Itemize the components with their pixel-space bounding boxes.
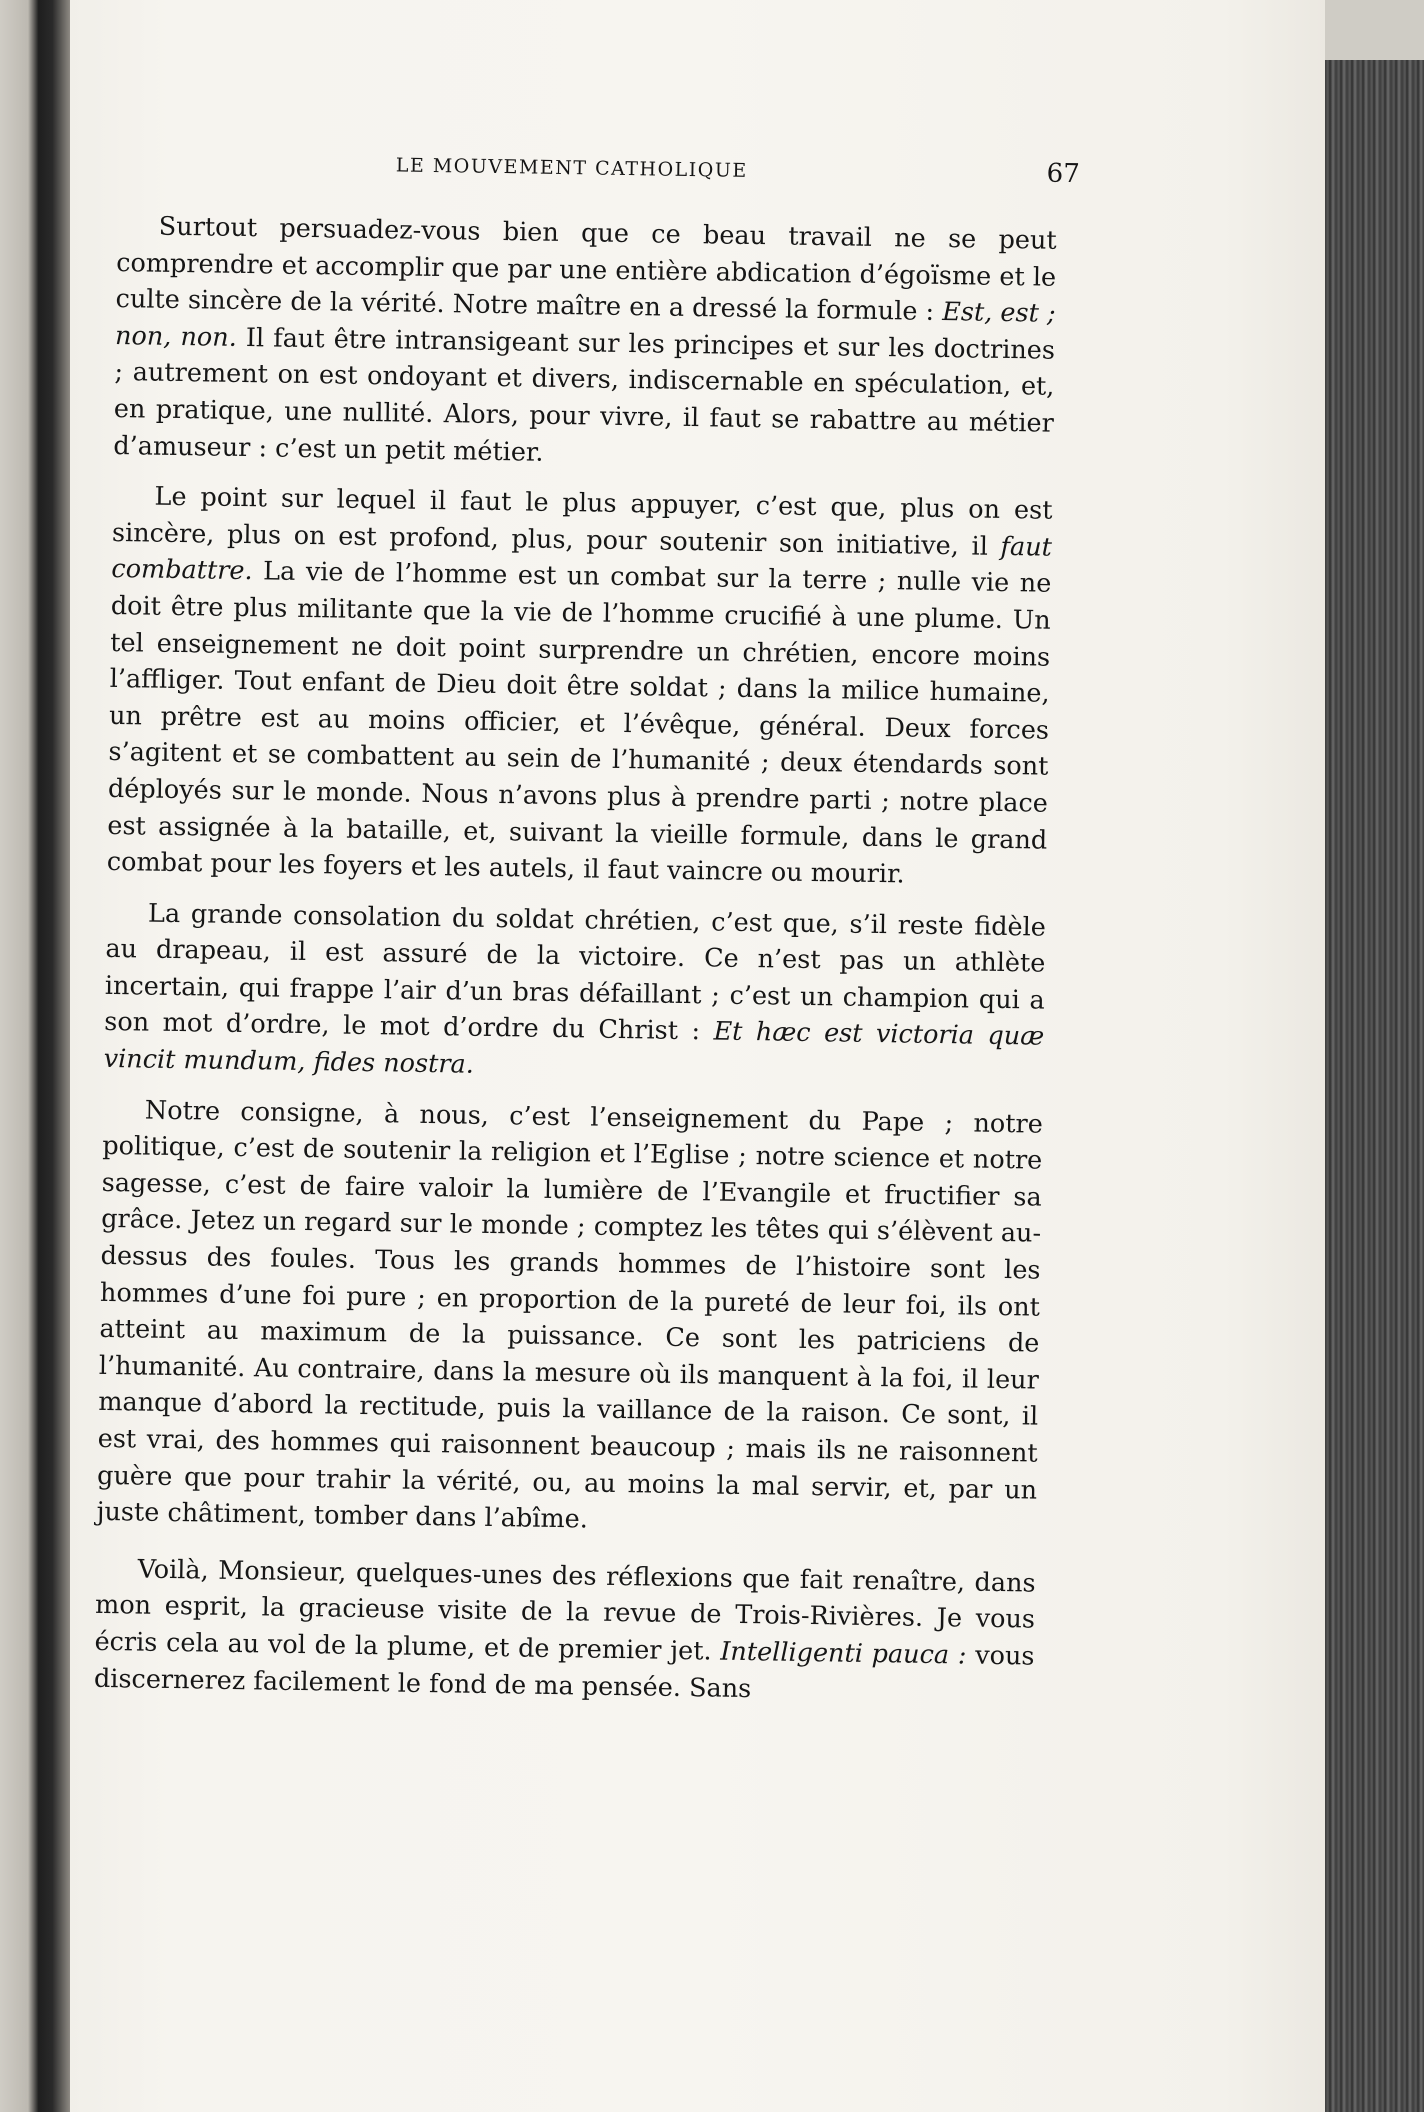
text-segment: Voilà, Monsieur, quelques-unes des réflexions que fait renaître, dans mon esprit, la gracieuse visite de la revue de Trois-Rivières. Je vous écris cela au vol de la plume, et de premier jet. [94, 1554, 1036, 1667]
paragraph [107, 478, 1053, 895]
text-segment: vous discernerez facilement le fond de ma pensée. Sans [93, 1640, 1035, 1704]
paragraph [96, 1092, 1043, 1546]
paragraph [113, 208, 1057, 479]
text-segment: La grande consolation du soldat chrétien, c’est que, s’il reste fidèle au drapeau, il est assuré de la victoire. Ce n’est pas un athlète incertain, qui frappe l’air d’un bras défaillant ; c’est un champion qui a son mot d’ordre, le mot d’ordre du Christ : [104, 898, 1047, 1047]
paragraph [94, 1551, 1036, 1712]
italic-text-segment: Intelligenti pauca : [720, 1636, 967, 1671]
italic-text-segment: Et hæc est victoria quæ vincit mundum, fides nostra. [103, 1016, 1045, 1080]
text-segment: La vie de l’homme est un combat sur la terre ; nulle vie ne doit être plus militante que la vie de l’homme crucifié à une plume. Un tel enseignement ne doit point surprendre un chrétien, encore moins l’affliger. Tout enfant de Dieu doit être soldat ; dans la milice humaine, un prêtre est au moins officier, et l’évêque, général. Deux forces s’agitent et se combattent au sein de l’humanité ; deux étendards sont déployés sur le monde. Nous n’avons plus à prendre parti ; notre place est assignée à la bataille, et, suivant la vieille formule, dans le grand combat pour les foyers et les autels, il faut vaincre ou mourir. [106, 556, 1052, 890]
text-segment: Surtout persuadez-vous bien que ce beau travail ne se peut comprendre et accomplir que par une entière abdication d’égoïsme et le culte sincère de la vérité. Notre maître en a dressé la formule : [115, 211, 1057, 328]
page-number: 67 [1046, 158, 1080, 190]
text-segment: Il faut être intransigeant sur les principes et sur les doctrines ; autrement on est ondoyant et divers, indiscernable en spéculation, et, en pratique, une nullité. Alors, pour vivre, il faut se rabattre au métier d’amuseur : c’est un petit métier. [113, 322, 1056, 468]
book-gutter-left [0, 0, 70, 2112]
scan-background [1325, 0, 1424, 60]
text-segment: Notre consigne, à nous, c’est l’enseignement du Pape ; notre politique, c’est de soutenir la religion et l’Eglise ; notre science et notre sagesse, c’est de faire valoir la lumière de l’Evangile et fructifier sa grâce. Jetez un regard sur le monde ; comptez les têtes qui s’élèvent au-dessus des foules. Tous les grands hommes de l’histoire sont les hommes d’une foi pure ; en proportion de la pureté de leur foi, ils ont atteint au maximum de la puissance. Ce sont les patriciens de l’humanité. Au contraire, dans la mesure où ils manquent à la foi, il leur manque d’abord la rectitude, puis la vaillance de la raison. Ce sont, il est vrai, des hommes qui raisonnent beaucoup ; mais ils ne raisonnent guère que pour trahir la vérité, ou, au moins la mal servir, et, par un juste châtiment, tomber dans l’abîme. [96, 1095, 1044, 1535]
italic-text-segment: Est, est ; non, non. [114, 297, 1056, 353]
italic-text-segment: faut combattre. [111, 531, 1053, 587]
page-text-block [93, 150, 1080, 1712]
text-segment: Le point sur lequel il faut le plus appuyer, c’est que, plus on est sincère, plus on est profond, plus, pour soutenir son initiative, il [111, 481, 1053, 562]
paragraph [103, 895, 1046, 1093]
book-page-edges [1325, 60, 1424, 2112]
running-title: LE MOUVEMENT CATHOLIQUE [395, 154, 748, 182]
